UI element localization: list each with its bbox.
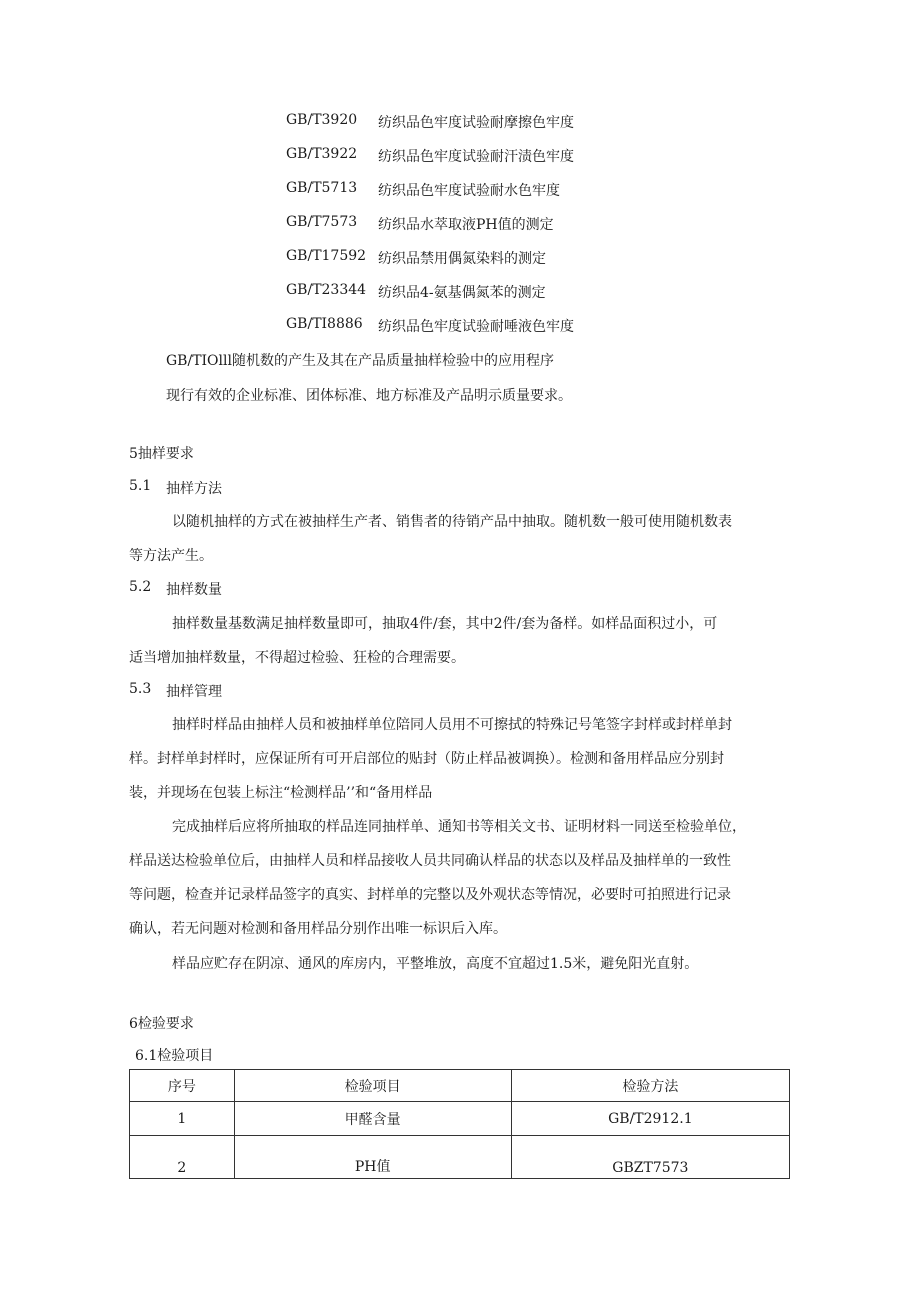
- table-header-row: [130, 1070, 790, 1102]
- table-cell: 甲醛含量: [234, 1102, 511, 1136]
- paragraph-line: 抽样数量基数满足抽样数量即可，抽取4件/套，其中2件/套为备样。如样品面积过小，可: [172, 616, 718, 632]
- standard-code: GB/TI8886: [286, 316, 363, 332]
- paragraph-line: 抽样时样品由抽样人员和被抽样单位陪同人员用不可擦拭的特殊记号笔签字封样或封样单封: [172, 717, 732, 733]
- subsection-number: 5.3: [129, 681, 152, 697]
- extra-standard-line: GB/TIOlll随机数的产生及其在产品质量抽样检验中的应用程序: [166, 353, 554, 369]
- paragraph-line: 适当增加抽样数量，不得超过检验、狂检的合理需要。: [129, 650, 465, 666]
- paragraph-line: 等问题，检查并记录样品签字的真实、封样单的完整以及外观状态等情况，必要时可拍照进行记录: [129, 887, 731, 903]
- standard-title: 纺织品色牢度试验耐汗渍色牢度: [378, 149, 574, 165]
- table-cell: PH值: [234, 1136, 511, 1179]
- subsection-number: 5.1: [129, 478, 152, 494]
- paragraph-line: 样。封样单封样时，应保证所有可开启部位的贴封（防止样品被调换）。检测和备用样品应分别封: [129, 751, 724, 767]
- standard-code: GB/T5713: [286, 180, 358, 196]
- table-header-cell: 检验方法: [511, 1070, 789, 1102]
- subsection-title: 抽样方法: [166, 481, 222, 497]
- paragraph-line: 完成抽样后应将所抽取的样品连同抽样单、通知书等相关文书、证明材料一同送至检验单位，: [172, 819, 746, 835]
- subsection-title: 抽样管理: [166, 684, 222, 700]
- standard-title: 纺织品色牢度试验耐水色牢度: [378, 183, 560, 199]
- standard-title: 纺织品4-氨基偶氮苯的测定: [378, 285, 546, 301]
- subsection-title: 抽样数量: [166, 582, 222, 598]
- standard-title: 纺织品水萃取液PH值的测定: [378, 217, 554, 233]
- table-cell: GB/T2912.1: [511, 1102, 789, 1136]
- standard-title: 纺织品禁用偶氮染料的测定: [378, 251, 546, 267]
- paragraph-line: 等方法产生。: [129, 548, 213, 564]
- table-cell: GBZT7573: [511, 1136, 789, 1179]
- standard-code: GB/T23344: [286, 282, 367, 298]
- subsection-number: 5.2: [129, 579, 152, 595]
- paragraph-line: 确认，若无问题对检测和备用样品分别作出唯一标识后入库。: [129, 921, 507, 937]
- standard-code: GB/T17592: [286, 248, 367, 264]
- paragraph-line: 样品应贮存在阴凉、通风的库房内，平整堆放，高度不宜超过1.5米，避免阳光直射。: [172, 956, 699, 972]
- standard-code: GB/T7573: [286, 214, 358, 230]
- standard-code: GB/T3922: [286, 146, 358, 162]
- paragraph-line: 样品送达检验单位后，由抽样人员和样品接收人员共同确认样品的状态以及样品及抽样单的一致性: [129, 853, 731, 869]
- extra-standard-line: 现行有效的企业标准、团体标准、地方标准及产品明示质量要求。: [166, 388, 572, 404]
- table-header-cell: 序号: [130, 1070, 235, 1102]
- table-cell: 2: [130, 1136, 235, 1179]
- section-6-heading: 6检验要求: [129, 1016, 194, 1032]
- table-header-cell: 检验项目: [234, 1070, 511, 1102]
- subsection-6-1-title: 6.1检验项目: [135, 1048, 214, 1064]
- table-row: [130, 1102, 790, 1136]
- standard-code: GB/T3920: [286, 112, 358, 128]
- inspection-items-table: [129, 1069, 790, 1179]
- table-row: [130, 1136, 790, 1179]
- section-5-heading: 5抽样要求: [129, 446, 194, 462]
- paragraph-line: 以随机抽样的方式在被抽样生产者、销售者的待销产品中抽取。随机数一般可使用随机数表: [172, 514, 732, 530]
- table-cell: 1: [130, 1102, 235, 1136]
- standard-title: 纺织品色牢度试验耐摩擦色牢度: [378, 115, 574, 131]
- paragraph-line: 装，并现场在包装上标注“检测样品’’和“备用样品: [129, 785, 433, 801]
- standard-title: 纺织品色牢度试验耐唾液色牢度: [378, 319, 574, 335]
